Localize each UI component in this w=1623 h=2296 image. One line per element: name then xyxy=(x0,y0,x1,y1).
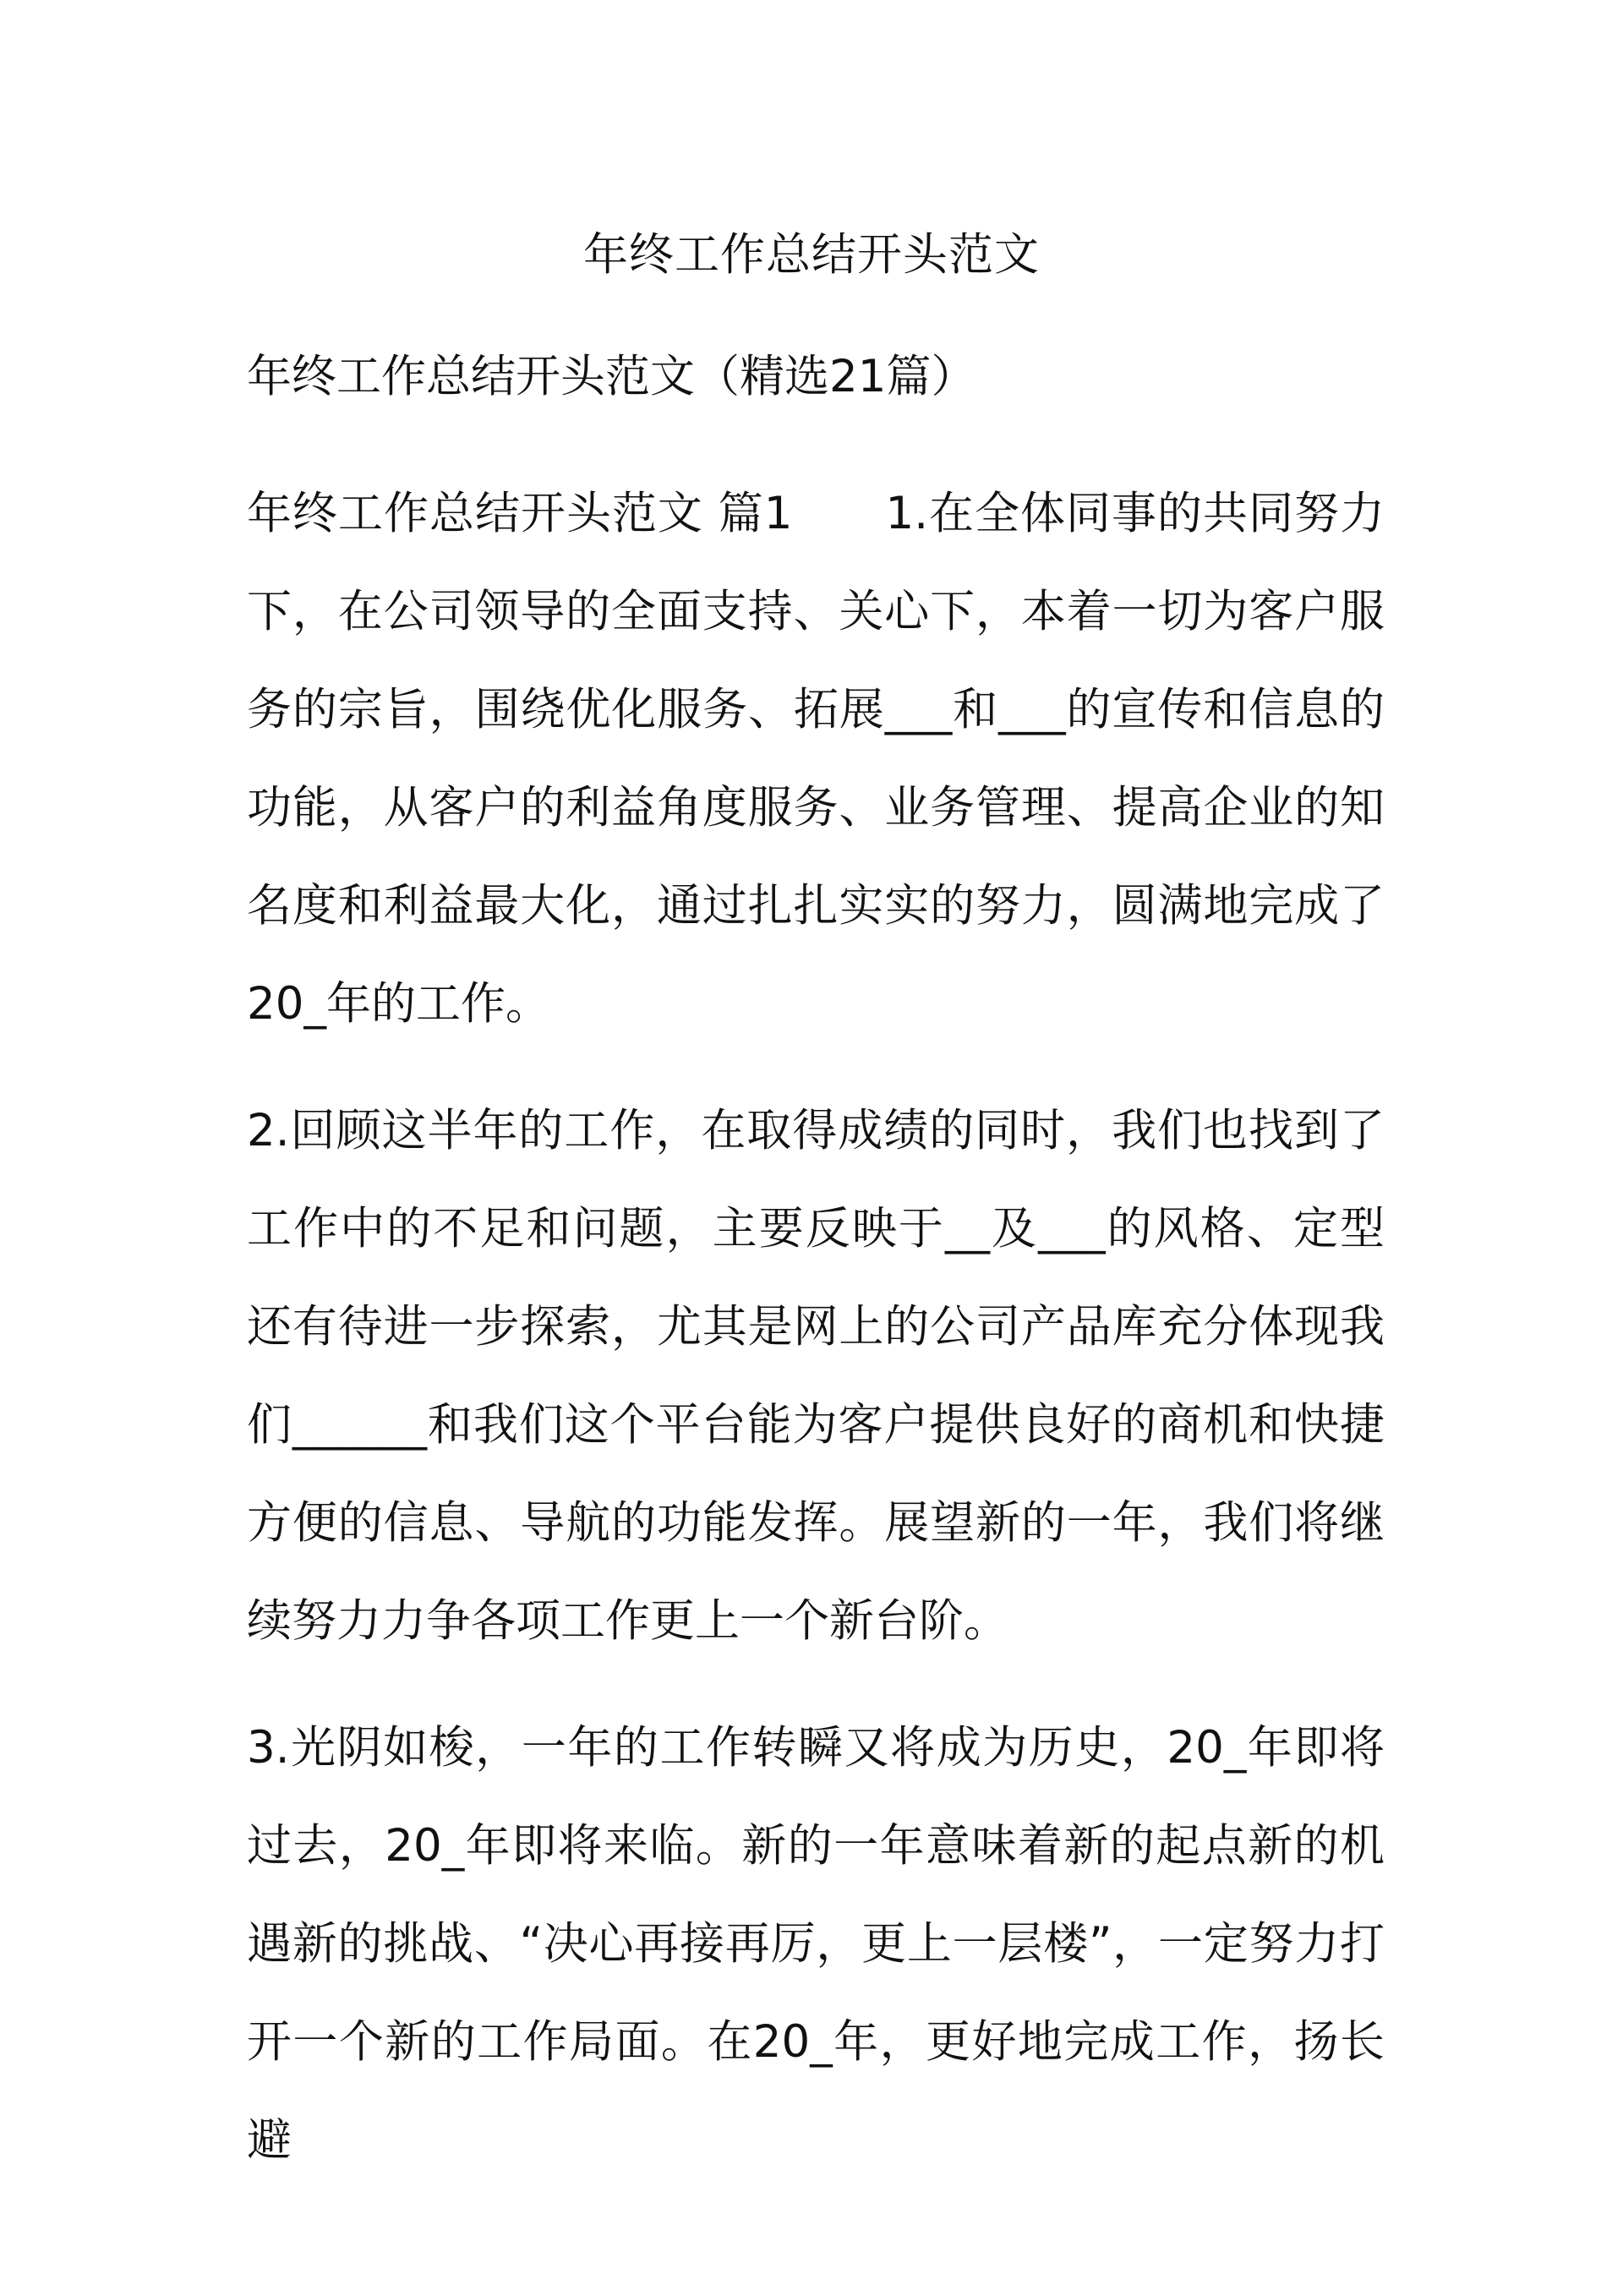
document-body xyxy=(247,465,1385,2218)
section-heading: 年终工作总结开头范文 篇1 xyxy=(247,488,793,539)
paragraph-text: 2.回顾这半年的工作，在取得成绩的同时，我们也找到了工作中的不足和问题，主要反映于__及___的风格、定型还有待进一步探索，尤其是网上的公司产品库充分体现我们______和我们这个平台能为客户提供良好的商机和快捷方便的信息、导航的功能发挥。展望新的一年，我们将继续努力力争各项工作更上一个新台阶。 xyxy=(247,1105,1385,1647)
paragraph xyxy=(247,1699,1385,2189)
document-title: 年终工作总结开头范文 xyxy=(583,229,1040,281)
paragraph-text: 1.在全体同事的共同努力下，在公司领导的全面支持、关心下，本着一切为客户服务的宗旨，围绕优化服务、拓展___和___的宣传和信息的功能，从客户的利益角度服务、业务管理、提高企业的知名度和利益最大化，通过扎扎实实的努力，圆满地完成了20_年的工作。 xyxy=(247,488,1385,1030)
paragraph xyxy=(247,1082,1385,1670)
paragraph xyxy=(247,465,1385,1053)
document-subtitle: 年终工作总结开头范文（精选21篇） xyxy=(247,351,976,402)
paragraph-text: 3.光阴如梭，一年的工作转瞬又将成为历史，20_年即将过去，20_年即将来临。新的一年意味着新的起点新的机遇新的挑战、“决心再接再厉，更上一层楼”，一定努力打开一个新的工作局面。在20_年，更好地完成工作，扬长避 xyxy=(247,1722,1385,2166)
